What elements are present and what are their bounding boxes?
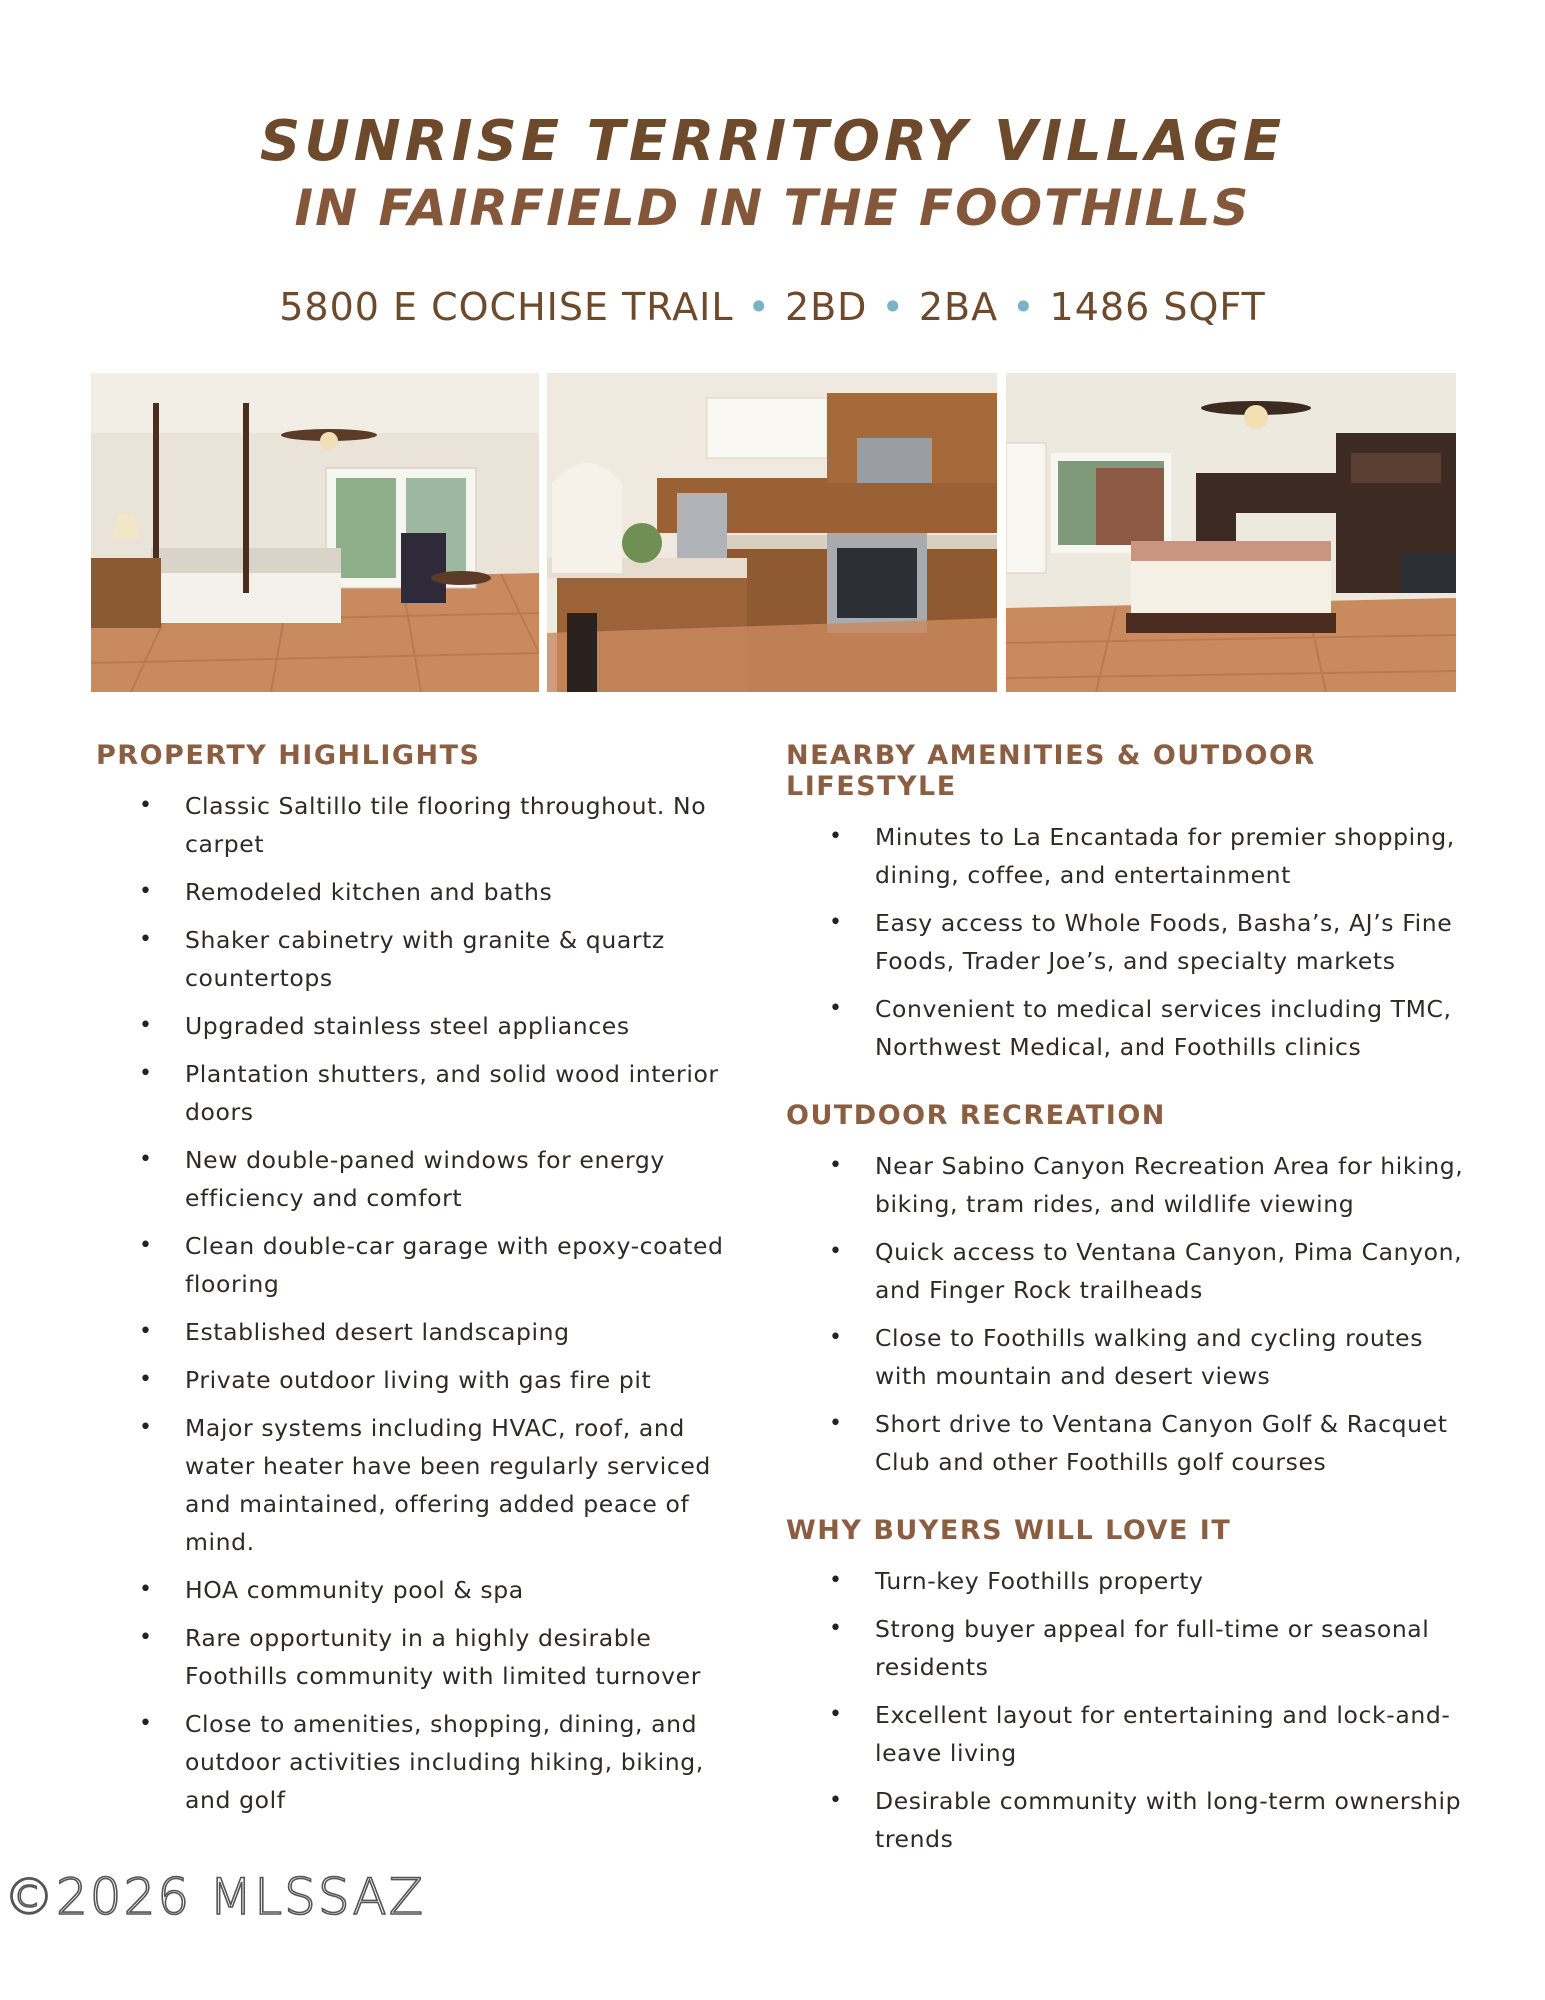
list-item: • Near Sabino Canyon Recreation Area for hiking, biking, tram rides, and wildlife viewing bbox=[786, 1147, 1466, 1223]
guest-bedroom-photo bbox=[1006, 373, 1456, 692]
beds: 2BD bbox=[784, 285, 868, 329]
list-item: • Rare opportunity in a highly desirable Foothills community with limited turnover bbox=[96, 1619, 756, 1695]
list-item: • Clean double-car garage with epoxy-coated flooring bbox=[96, 1227, 756, 1303]
list-item: • Easy access to Whole Foods, Basha’s, AJ’s Fine Foods, Trader Joe’s, and specialty markets bbox=[786, 904, 1466, 980]
right-column bbox=[786, 740, 1466, 1892]
address: 5800 E COCHISE TRAIL bbox=[279, 285, 734, 329]
list-item: • Quick access to Ventana Canyon, Pima Canyon, and Finger Rock trailheads bbox=[786, 1233, 1466, 1309]
property-summary bbox=[0, 285, 1545, 329]
bedroom-photo bbox=[91, 373, 539, 692]
why-buyers-list bbox=[786, 1562, 1466, 1858]
list-item: • Plantation shutters, and solid wood interior doors bbox=[96, 1055, 756, 1131]
title-line-2: IN FAIRFIELD IN THE FOOTHILLS bbox=[294, 179, 1251, 237]
list-item: • Desirable community with long-term ownership trends bbox=[786, 1782, 1466, 1858]
list-item: • Established desert landscaping bbox=[96, 1313, 756, 1351]
recreation-list bbox=[786, 1147, 1466, 1481]
list-item: • Minutes to La Encantada for premier shopping, dining, coffee, and entertainment bbox=[786, 818, 1466, 894]
list-item: • Strong buyer appeal for full-time or seasonal residents bbox=[786, 1610, 1466, 1686]
left-column bbox=[96, 740, 756, 1853]
property-highlights-list bbox=[96, 787, 756, 1819]
section-title-nearby-amenities: NEARBY AMENITIES & OUTDOOR LIFESTYLE bbox=[786, 740, 1316, 802]
list-item: • Upgraded stainless steel appliances bbox=[96, 1007, 756, 1045]
list-item: • Convenient to medical services including TMC, Northwest Medical, and Foothills clinics bbox=[786, 990, 1466, 1066]
sqft: 1486 SQFT bbox=[1049, 285, 1266, 329]
list-item: • Private outdoor living with gas fire pit bbox=[96, 1361, 756, 1399]
list-item: • Classic Saltillo tile flooring throughout. No carpet bbox=[96, 787, 756, 863]
list-item: • Excellent layout for entertaining and lock-and-leave living bbox=[786, 1696, 1466, 1772]
kitchen-photo bbox=[547, 373, 997, 692]
separator-dot: • bbox=[1012, 285, 1036, 329]
title-line-1: SUNRISE TERRITORY VILLAGE bbox=[259, 109, 1286, 174]
list-item: • Remodeled kitchen and baths bbox=[96, 873, 756, 911]
list-item: • HOA community pool & spa bbox=[96, 1571, 756, 1609]
list-item: • Major systems including HVAC, roof, and water heater have been regularly serviced and maintained, offering added peace of mind. bbox=[96, 1409, 756, 1561]
photo-strip bbox=[91, 373, 1456, 692]
baths: 2BA bbox=[918, 285, 999, 329]
page-title bbox=[0, 108, 1545, 240]
separator-dot: • bbox=[747, 285, 771, 329]
list-item: • New double-paned windows for energy efficiency and comfort bbox=[96, 1141, 756, 1217]
list-item: • Close to amenities, shopping, dining, and outdoor activities including hiking, biking, and golf bbox=[96, 1705, 756, 1819]
list-item: • Shaker cabinetry with granite & quartz countertops bbox=[96, 921, 756, 997]
list-item: • Close to Foothills walking and cycling routes with mountain and desert views bbox=[786, 1319, 1466, 1395]
section-title-property-highlights: PROPERTY HIGHLIGHTS bbox=[96, 740, 481, 771]
section-title-outdoor-recreation: OUTDOOR RECREATION bbox=[786, 1100, 1166, 1131]
separator-dot: • bbox=[881, 285, 905, 329]
section-title-why-buyers: WHY BUYERS WILL LOVE IT bbox=[786, 1515, 1232, 1546]
list-item: • Turn-key Foothills property bbox=[786, 1562, 1466, 1600]
list-item: • Short drive to Ventana Canyon Golf & Racquet Club and other Foothills golf courses bbox=[786, 1405, 1466, 1481]
amenities-list bbox=[786, 818, 1466, 1066]
watermark: ©2026 MLSSAZ bbox=[4, 1868, 425, 1926]
